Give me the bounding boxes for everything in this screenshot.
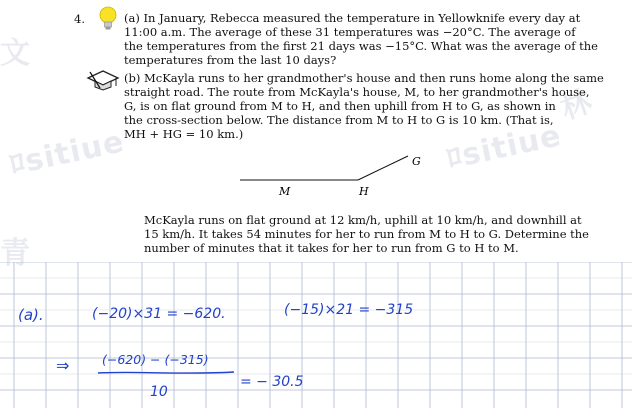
part-b-continued-text — [144, 213, 589, 256]
handwritten-calc-2: (−15)×21 = −315 — [284, 302, 414, 318]
watermark: 青 — [0, 236, 31, 271]
text-line: 15 km/h. It takes 54 minutes for her to run from M to H to G. Determine the — [144, 227, 589, 242]
uphill-segment — [358, 156, 408, 180]
text-line: the temperatures from the first 21 days was −15°C. What was the average of the — [124, 39, 598, 54]
label-h: H — [359, 185, 369, 198]
text-line: MH + HG = 10 km.) — [124, 127, 244, 142]
handwritten-arrow: ⇒ — [56, 356, 70, 375]
label-g: G — [412, 155, 421, 168]
handwritten-denominator: 10 — [150, 384, 168, 400]
text-line: straight road. The route from McKayla's house, M, to her grandmother's house, — [124, 85, 590, 100]
label-m: M — [279, 185, 291, 198]
text-line: the cross-section below. The distance from M to H to G is 10 km. (That is, — [124, 113, 554, 128]
watermark: ﾛsitiue — [6, 124, 128, 183]
lightbulb-icon — [98, 6, 118, 32]
fraction-bar — [96, 370, 236, 376]
text-line: 11:00 a.m. The average of these 31 temperatures was −20°C. The average of — [124, 25, 576, 40]
part-a-text — [124, 11, 598, 68]
text-line: temperatures from the last 10 days? — [124, 53, 337, 68]
handwritten-calc-1: (−20)×31 = −620. — [92, 306, 226, 322]
watermark: 文 — [0, 36, 31, 71]
text-line: (b) McKayla runs to her grandmother's house and then runs home along the same — [124, 71, 604, 85]
watermark: 林 — [556, 83, 598, 128]
handwritten-numerator: (−620) − (−315) — [102, 352, 209, 367]
graph-paper-grid — [0, 262, 632, 408]
text-line: G, is on flat ground from M to H, and then uphill from H to G, as shown in — [124, 99, 556, 114]
question-number: 4. — [74, 12, 85, 26]
cross-section-diagram — [228, 150, 438, 200]
text-line: McKayla runs on flat ground at 12 km/h, uphill at 10 km/h, and downhill at — [144, 213, 582, 227]
watermark: ﾛsitiue — [443, 118, 565, 177]
handwritten-result: = − 30.5 — [240, 374, 304, 390]
text-line: (a) In January, Rebecca measured the temperature in Yellowknife every day at — [124, 11, 581, 25]
graduation-cap-icon — [86, 68, 120, 92]
part-b-text — [124, 71, 604, 142]
handwritten-part-label: (a). — [18, 306, 44, 324]
text-line: number of minutes that it takes for her to run from G to H to M. — [144, 241, 519, 256]
